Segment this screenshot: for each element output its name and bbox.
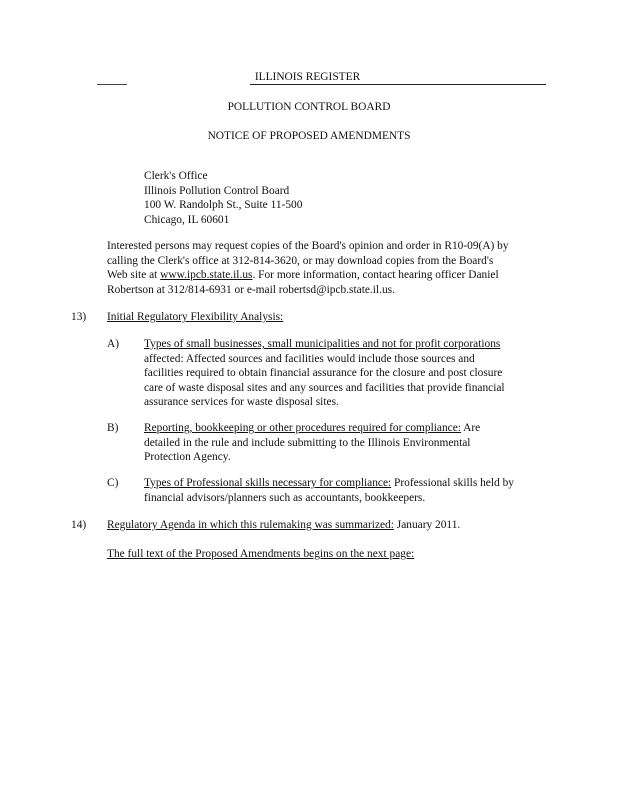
- notice-title: NOTICE OF PROPOSED AMENDMENTS: [207, 130, 411, 142]
- subitem-line: detailed in the rule and include submitting to the Illinois Environmental: [144, 436, 471, 449]
- subitem-line: assurance services for waste disposal sites.: [144, 396, 339, 408]
- subitem-line: facilities required to obtain financial assurance for the closure and post closure: [144, 367, 503, 379]
- subitem-b-text: [144, 421, 544, 465]
- address-line: Chicago, IL 60601: [144, 213, 230, 226]
- subitem-c-text: [144, 476, 554, 505]
- register-title: ILLINOIS REGISTER: [254, 71, 361, 83]
- item-14-number: 14): [71, 519, 87, 531]
- subitem-c-heading: Types of Professional skills necessary for compliance:: [144, 477, 392, 489]
- subitem-b-heading: Reporting, bookkeeping or other procedures required for compliance:: [144, 422, 461, 434]
- subitem-line: affected: Affected sources and facilities would include those sources and: [144, 352, 475, 365]
- item-14-heading: Regulatory Agenda in which this rulemaking was summarized:: [107, 519, 394, 531]
- item-13-heading: Initial Regulatory Flexibility Analysis:: [107, 311, 284, 323]
- address-line: Illinois Pollution Control Board: [144, 184, 290, 197]
- closing-line: The full text of the Proposed Amendments begins on the next page:: [107, 548, 415, 560]
- intro-line: Robertson at 312/814-6931 or e-mail robertsd@ipcb.state.il.us.: [107, 283, 395, 296]
- intro-line: Interested persons may request copies of the Board's opinion and order in R10-09(A) by: [107, 240, 509, 252]
- subitem-line: Protection Agency.: [144, 451, 231, 463]
- intro-paragraph: [107, 239, 547, 297]
- item-14-text: Regulatory Agenda in which this rulemaking was summarized: January 2011.: [107, 519, 461, 531]
- subitem-line: care of waste disposal sites and any sources and facilities that provide financial: [144, 381, 505, 394]
- subitem-line: financial advisors/planners such as accountants, bookkeepers.: [144, 491, 426, 504]
- subitem-c-letter: C): [107, 477, 119, 489]
- subitem-a-heading: Types of small businesses, small municipalities and not for profit corporations: [144, 338, 501, 350]
- item-13-number: 13): [71, 311, 87, 323]
- intro-line: calling the Clerk's office at 312-814-3620, or may download copies from the Board's: [107, 254, 494, 267]
- address-line: 100 W. Randolph St., Suite 11-500: [144, 199, 303, 211]
- address-block: [144, 169, 302, 227]
- subitem-b-letter: B): [107, 422, 119, 434]
- website-link[interactable]: www.ipcb.state.il.us: [160, 269, 253, 281]
- board-name: POLLUTION CONTROL BOARD: [227, 101, 391, 113]
- subitem-a-text: [144, 337, 544, 410]
- intro-line: Web site at www.ipcb.state.il.us. For more information, contact hearing officer Daniel: [107, 269, 499, 281]
- header-rule: [250, 84, 546, 85]
- subitem-b-first-line: Reporting, bookkeeping or other procedures required for compliance: Are: [144, 422, 481, 434]
- subitem-a-letter: A): [107, 338, 120, 350]
- subitem-c-first-line: Types of Professional skills necessary for compliance: Professional skills held by: [144, 477, 514, 489]
- header-rule-left: [97, 84, 127, 85]
- address-line: Clerk's Office: [144, 170, 208, 182]
